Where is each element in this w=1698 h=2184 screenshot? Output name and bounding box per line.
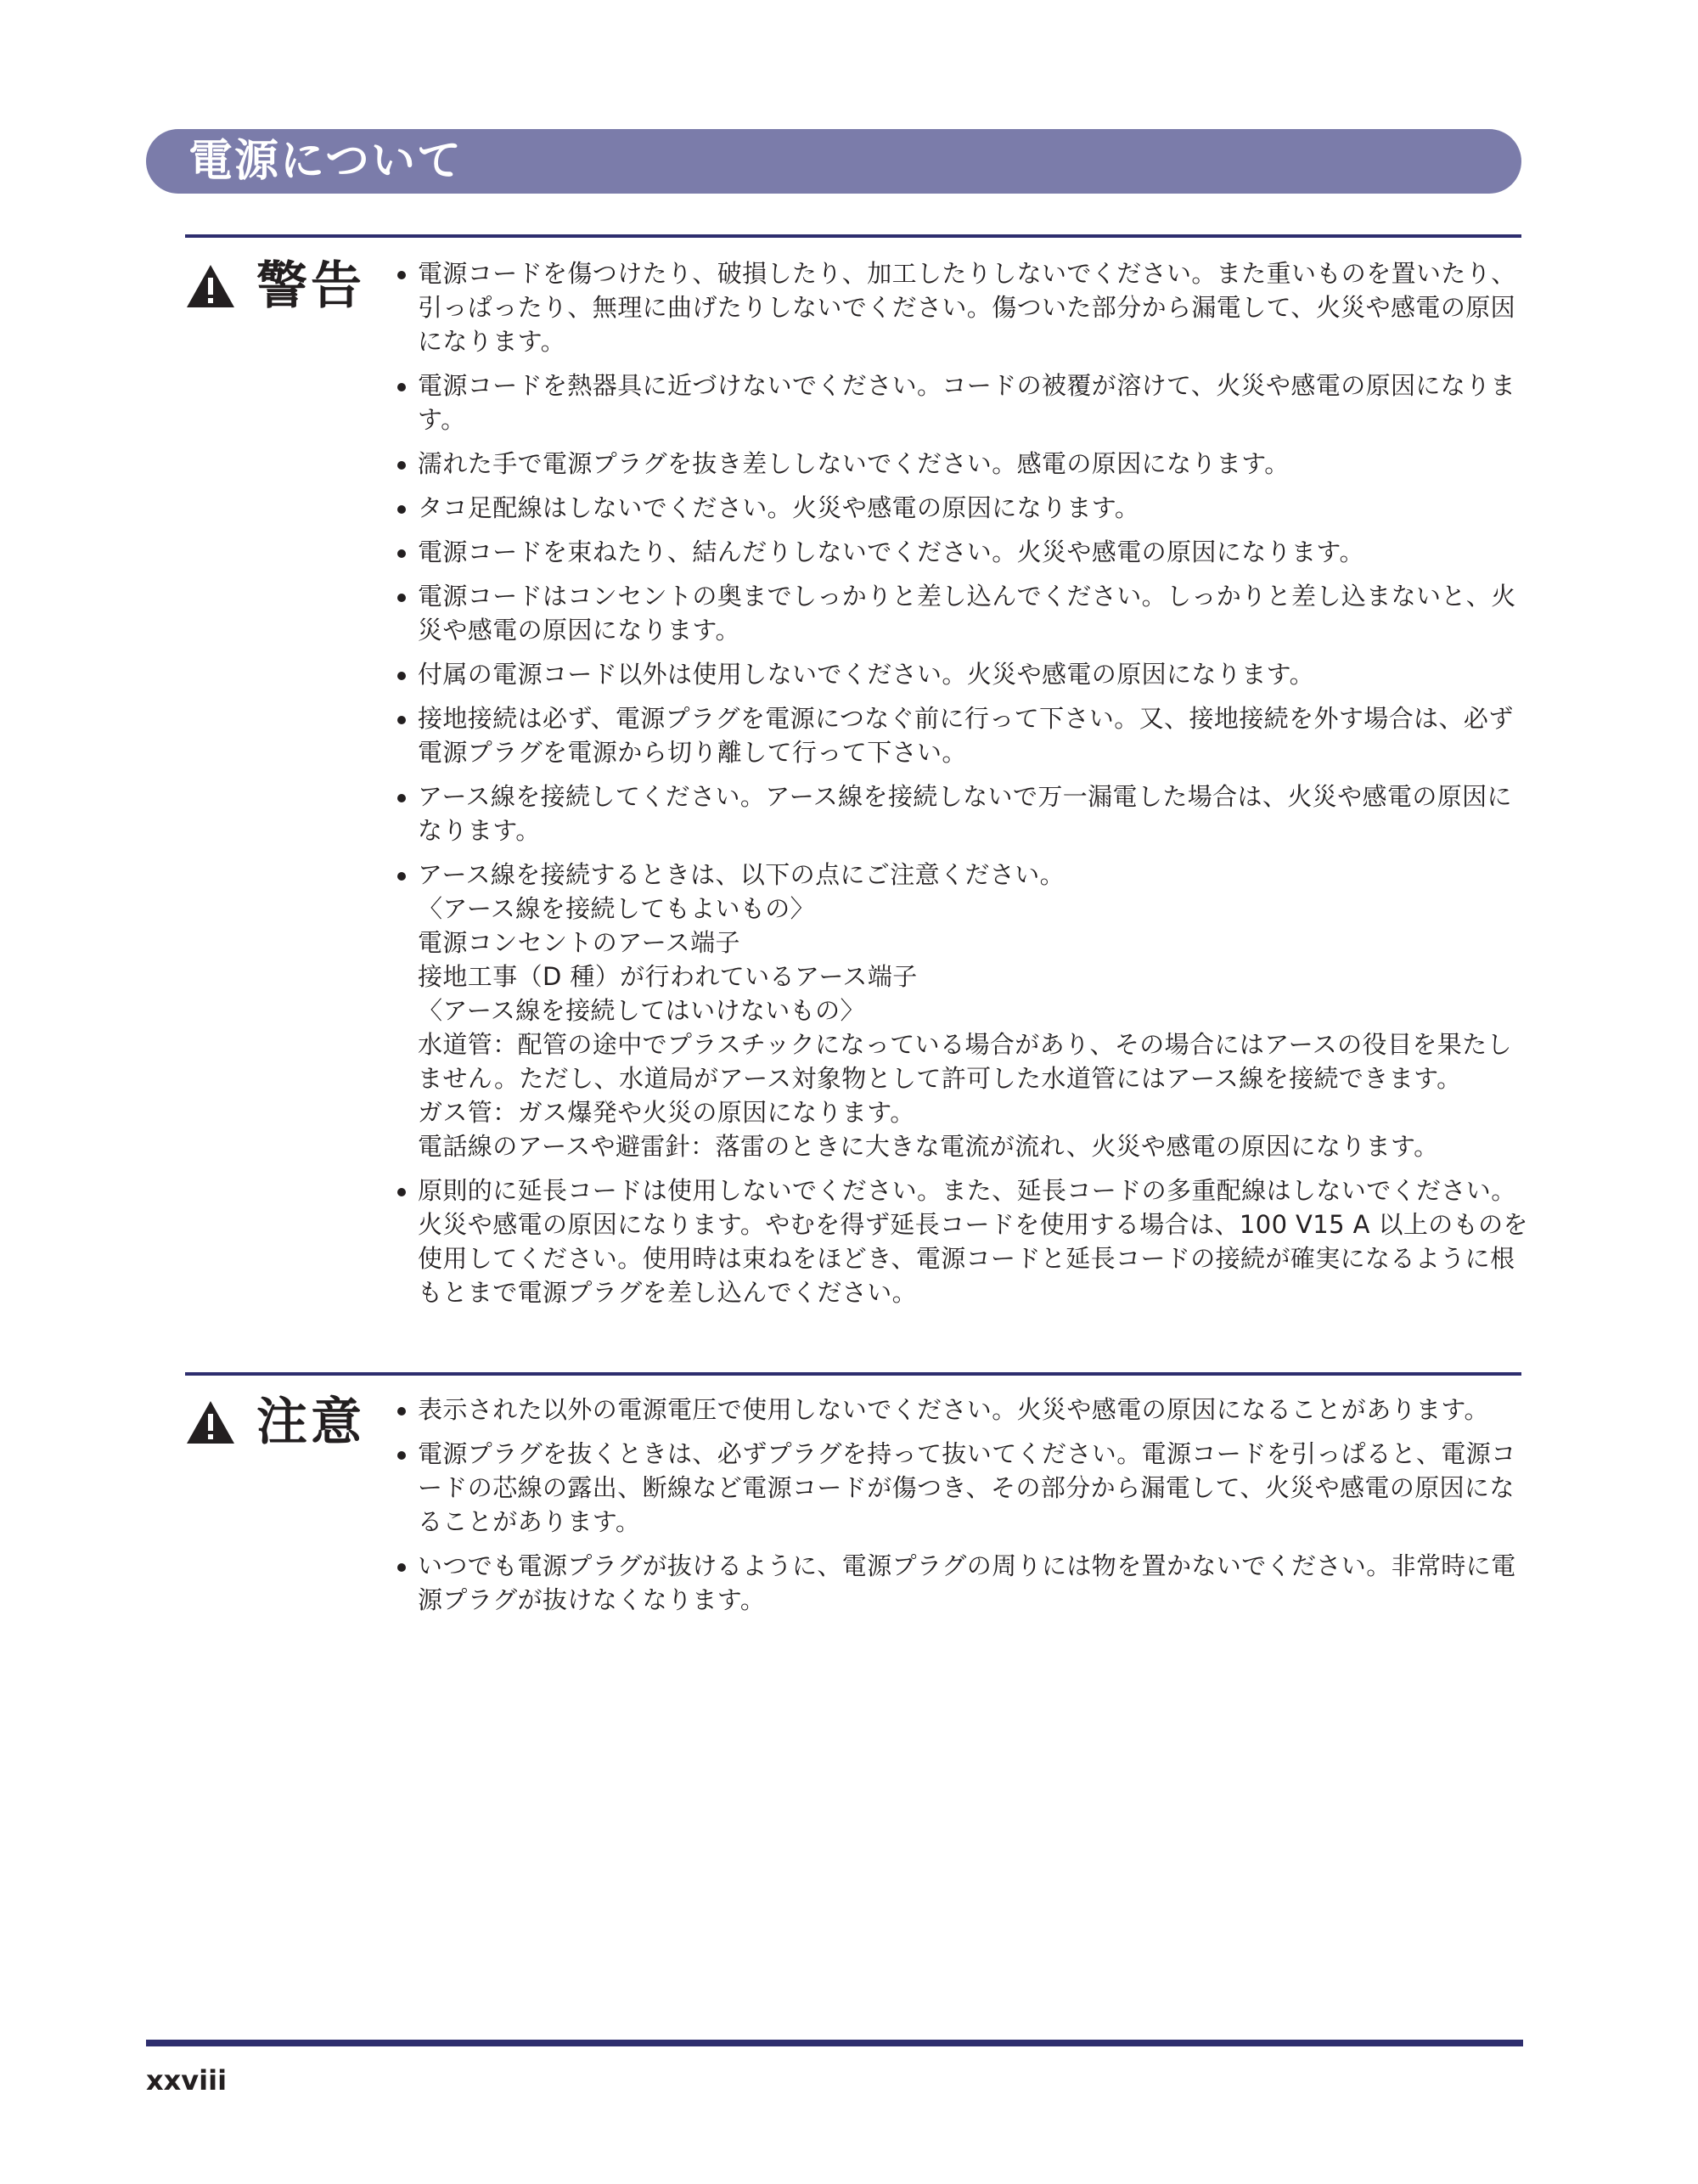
list-item: [397, 256, 1528, 358]
caution-list: [397, 1393, 1528, 1627]
bullet: [397, 672, 406, 680]
item-text: アース線を接続するときは、以下の点にご注意ください。: [418, 860, 1065, 889]
bullet: [397, 1451, 406, 1460]
item-text: 電源コードはコンセントの奥までしっかりと差し込んでください。しっかりと差し込まないと、火災や感電の原因になります。: [418, 582, 1516, 645]
bullet: [397, 383, 406, 391]
page-number: xxviii: [146, 2064, 228, 2097]
item-text: 濡れた手で電源プラグを抜き差ししないでください。感電の原因になります。: [418, 449, 1290, 478]
bullet: [397, 271, 406, 279]
sub-line: 電源コンセントのアース端子: [418, 928, 740, 957]
item-text: 電源コードを傷つけたり、破損したり、加工したりしないでください。また重いものを置いたり、引っぱったり、無理に曲げたりしないでください。傷ついた部分から漏電して、火災や感電の原因になります。: [418, 259, 1516, 356]
item-text: 表示された以外の電源電圧で使用しないでください。火災や感電の原因になることがあります。: [418, 1395, 1489, 1424]
item-text: 原則的に延長コードは使用しないでください。また、延長コードの多重配線はしないでください。火災や感電の原因になります。やむを得ず延長コードを使用する場合は、100 V15 A 以上のものを使用してください。使用時は束ねをほどき、電源コードと延長コードの接続が確実になるように根もとまで電源プラグを差し込んでください。: [418, 1176, 1528, 1307]
bullet: [397, 505, 406, 514]
sub-heading-forbidden: 〈アース線を接続してはいけないもの〉: [418, 996, 865, 1025]
item-text: 電源コードを束ねたり、結んだりしないでください。火災や感電の原因になります。: [418, 538, 1364, 566]
bullet: [397, 1407, 406, 1416]
list-item: [397, 1437, 1528, 1539]
list-item: [397, 780, 1528, 847]
footer-rule: [146, 2040, 1523, 2046]
item-text: 電源プラグを抜くときは、必ずプラグを持って抜いてください。電源コードを引っぱると、電源コードの芯線の露出、断線など電源コードが傷つき、その部分から漏電して、火災や感電の原因になることがあります。: [418, 1439, 1516, 1536]
list-item: [397, 491, 1528, 525]
caution-top-rule: [185, 1372, 1521, 1376]
item-text: 付属の電源コード以外は使用しないでください。火災や感電の原因になります。: [418, 660, 1315, 689]
warning-heading: [185, 256, 365, 316]
sub-line: ガス管：ガス爆発や火災の原因になります。: [418, 1098, 915, 1127]
bullet: [397, 461, 406, 470]
list-item: [397, 447, 1528, 481]
bullet: [397, 716, 406, 724]
section-title: 電源について: [188, 136, 463, 187]
sub-line: 水道管：配管の途中でプラスチックになっている場合があり、その場合にはアースの役目を果たしません。ただし、水道局がアース対象物として許可した水道管にはアース線を接続できます。: [418, 1030, 1512, 1093]
bullet: [397, 794, 406, 802]
warning-triangle-icon: [185, 263, 236, 309]
list-item: [397, 657, 1528, 691]
caution-label: 注意: [256, 1393, 365, 1452]
section-title-bar: [146, 129, 1521, 194]
list-item: [397, 1549, 1528, 1617]
sub-line: 接地工事（D 種）が行われているアース端子: [418, 962, 918, 991]
item-text: タコ足配線はしないでください。火災や感電の原因になります。: [418, 493, 1140, 522]
sub-heading-allowed: 〈アース線を接続してもよいもの〉: [418, 894, 816, 923]
warning-top-rule: [185, 234, 1521, 238]
item-text: 電源コードを熱器具に近づけないでください。コードの被覆が溶けて、火災や感電の原因になります。: [418, 371, 1516, 434]
bullet: [397, 594, 406, 602]
bullet: [397, 1188, 406, 1196]
list-item: [397, 579, 1528, 647]
bullet: [397, 549, 406, 558]
caution-heading: [185, 1393, 365, 1452]
list-item: [397, 535, 1528, 569]
list-item: [397, 858, 1528, 1163]
sub-line: 電話線のアースや避雷針：落雷のときに大きな電流が流れ、火災や感電の原因になります。: [418, 1132, 1439, 1161]
list-item: [397, 369, 1528, 436]
warning-label: 警告: [256, 256, 365, 316]
list-item: [397, 701, 1528, 769]
warning-list: [397, 256, 1528, 1320]
list-item: [397, 1393, 1528, 1427]
item-text: 接地接続は必ず、電源プラグを電源につなぐ前に行って下さい。又、接地接続を外す場合は、必ず電源プラグを電源から切り離して行って下さい。: [418, 704, 1514, 767]
warning-triangle-icon: [185, 1399, 236, 1445]
bullet: [397, 1563, 406, 1572]
item-text: アース線を接続してください。アース線を接続しないで万一漏電した場合は、火災や感電の原因になります。: [418, 782, 1512, 845]
bullet: [397, 872, 406, 881]
list-item: [397, 1174, 1528, 1309]
item-text: いつでも電源プラグが抜けるように、電源プラグの周りには物を置かないでください。非常時に電源プラグが抜けなくなります。: [418, 1551, 1516, 1614]
